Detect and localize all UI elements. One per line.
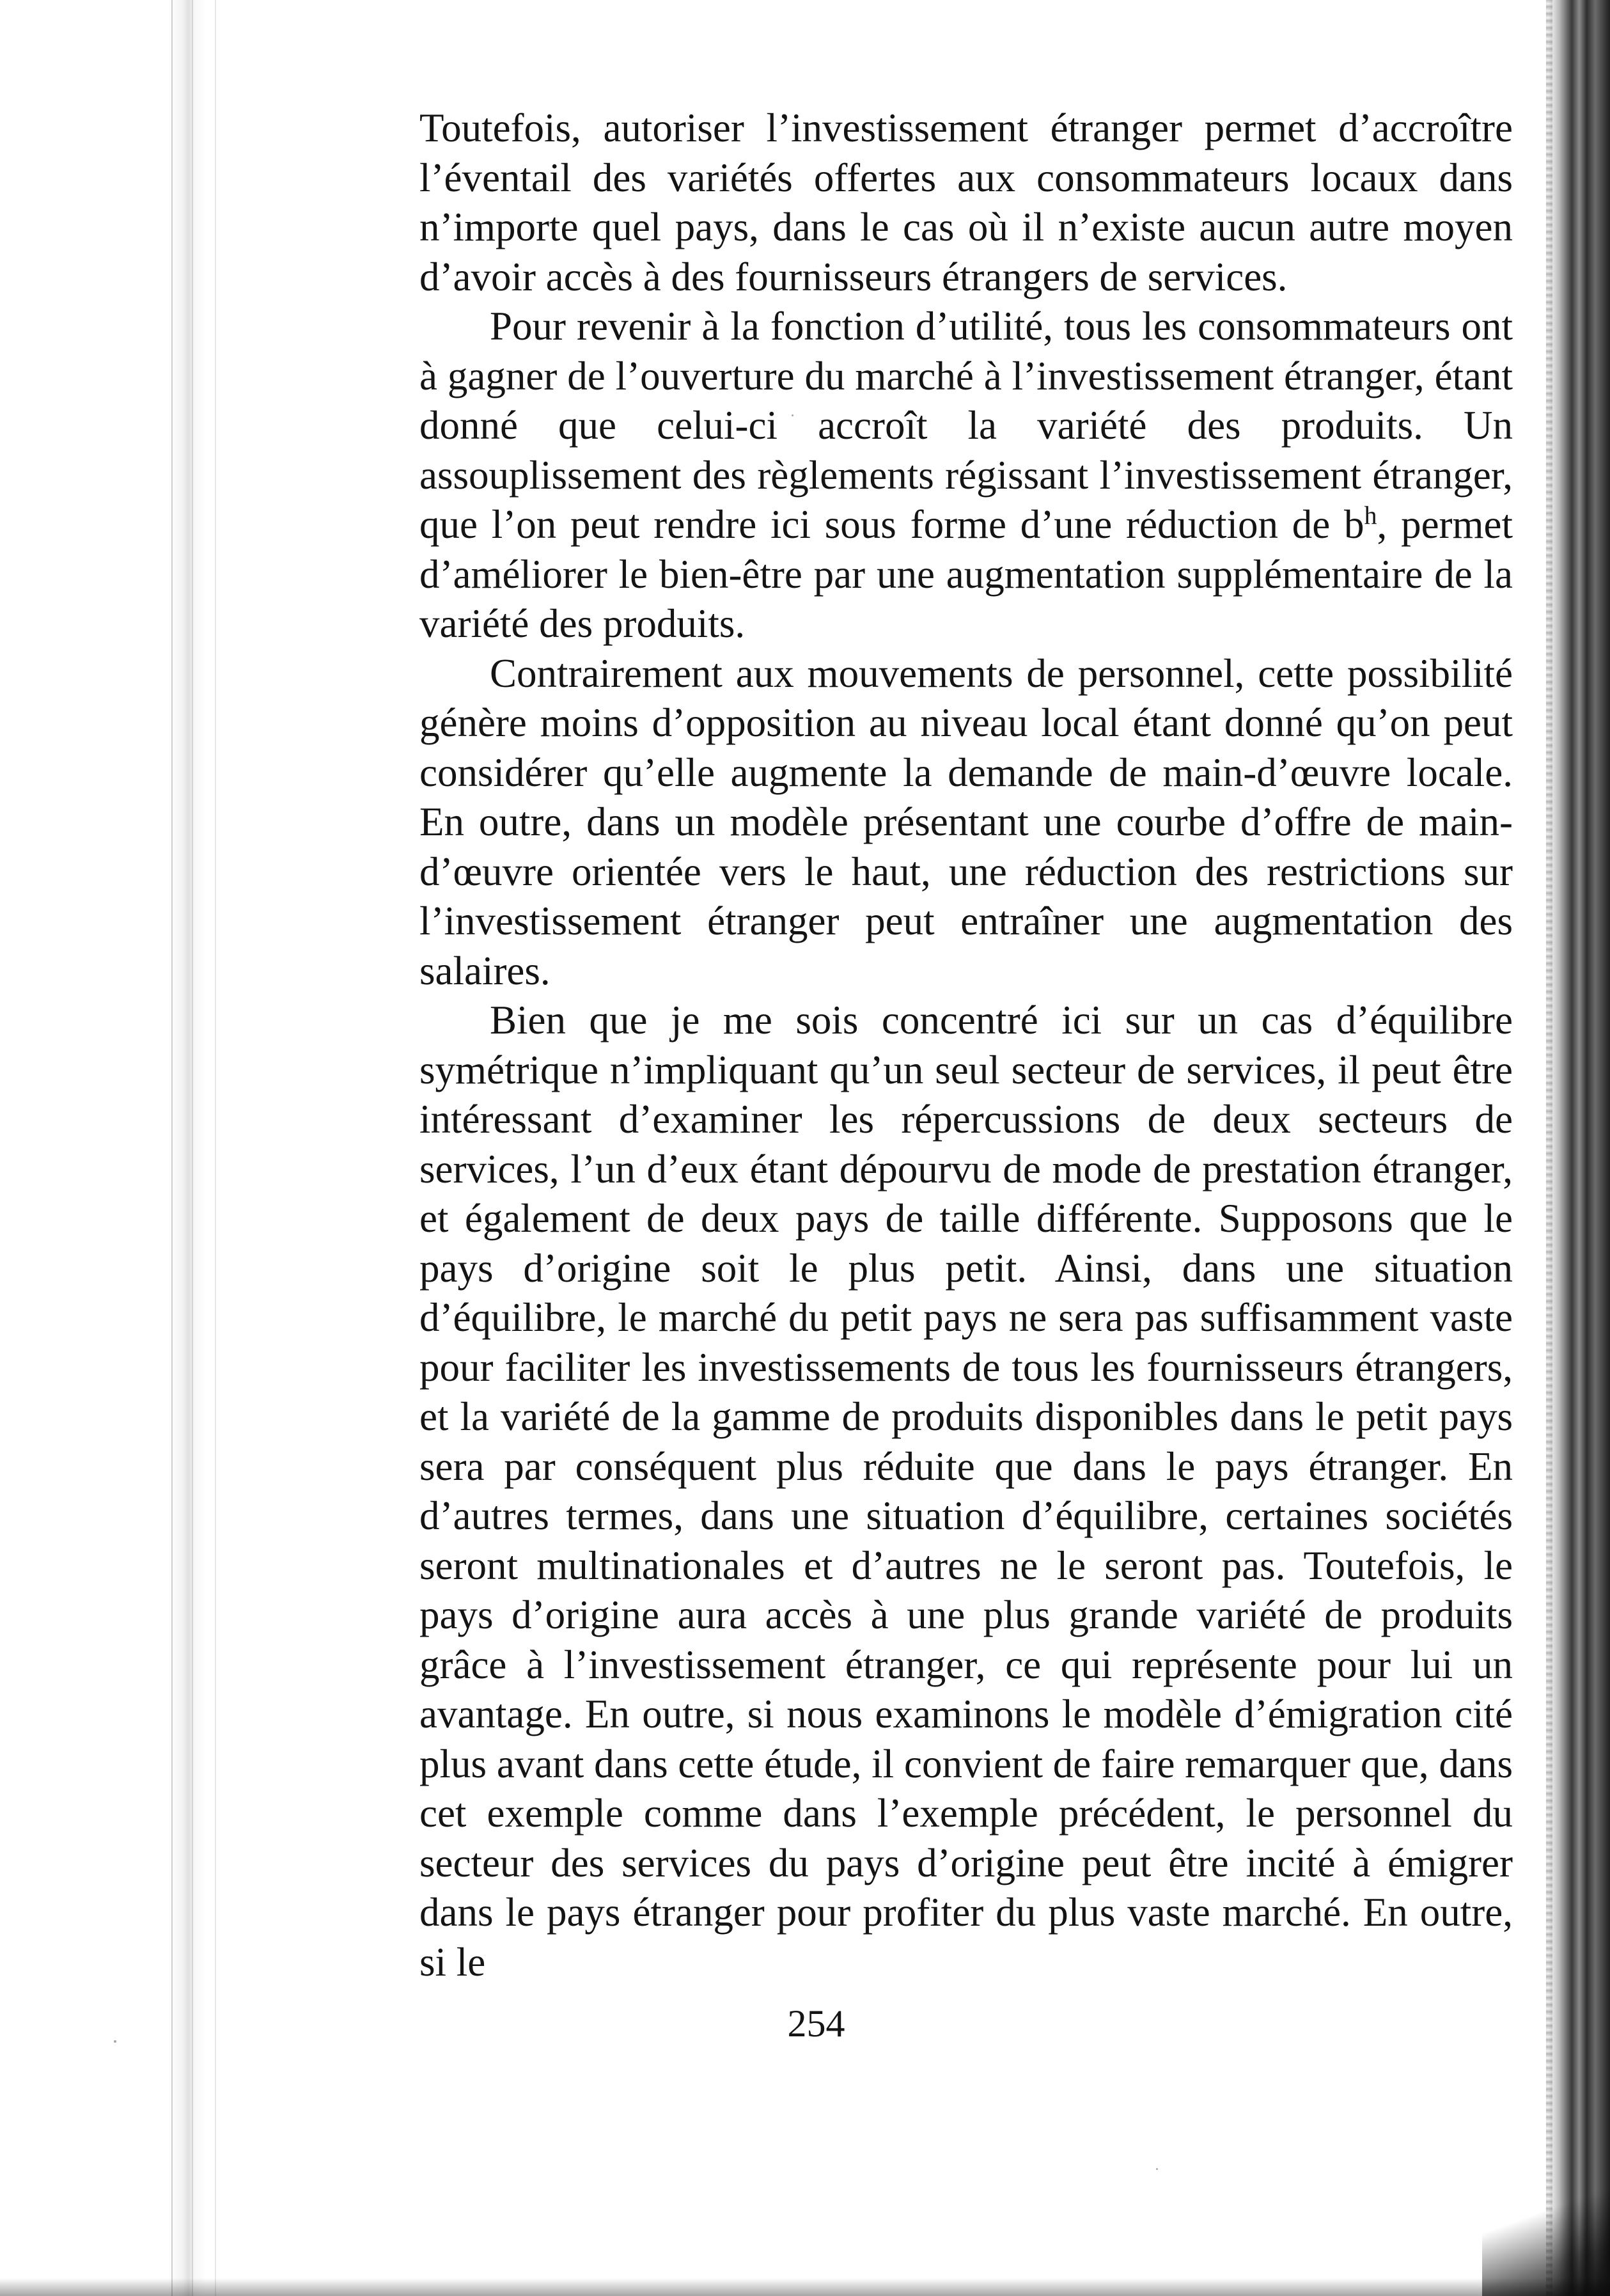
paragraph — [419, 302, 1513, 649]
paragraph-text: Toutefois, autoriser l’investissement étranger permet d’accroître l’éventail des variétés offertes aux consommateurs locaux dans n’importe quel pays, dans le cas où il n’existe aucun autre moyen d’avoir accès à des fournisseurs étrangers de services. — [419, 106, 1513, 299]
paragraph — [419, 649, 1513, 996]
paragraph-text: Pour revenir à la fonction d’utilité, tous les consommateurs ont à gagner de l’ouverture du marché à l’investissement étranger, étant donné que celui-ci accroît la variété des produits. Un assouplissement des règlements régissant l’investissement étranger, que l’on peut rendre ici sous forme d’une réduction de b — [419, 304, 1513, 547]
binding-line — [215, 0, 216, 2296]
page-bottom-shadow — [0, 2278, 1610, 2296]
paragraph-text: Bien que je me sois concentré ici sur un cas d’équilibre symétrique n’impliquant qu’un seul secteur de services, il peut être intéressant d’examiner les répercussions de deux secteurs de services, l’un d’eux étant dépourvu de mode de prestation étranger, et également de deux pays de taille différente. Supposons que le pays d’origine soit le plus petit. Ainsi, dans une situation d’équilibre, le marché du petit pays ne sera pas suffisamment vaste pour faciliter les investissements de tous les fournisseurs étrangers, et la variété de la gamme de produits disponibles dans le petit pays sera par conséquent plus réduite que dans le pays étranger. En d’autres termes, dans une situation d’équilibre, certaines sociétés seront multinationales et d’autres ne le seront pas. Toutefois, le pays d’origine aura accès à une plus grande variété de produits grâce à l’investissement étranger, ce qui représente pour lui un avantage. En outre, si nous examinons le modèle d’émigration cité plus avant dans cette étude, il convient de faire remarquer que, dans cet exemple comme dans l’exemple précédent, le personnel du secteur des services du pays d’origine peut être incité à émigrer dans le pays étranger pour profiter du plus vaste marché. En outre, si le — [419, 998, 1513, 1985]
scan-speck — [1156, 2168, 1158, 2170]
paragraph — [419, 104, 1513, 302]
binding-line — [192, 0, 193, 2296]
binding-line — [171, 0, 173, 2296]
body-text — [419, 104, 1513, 1987]
superscript: h — [1364, 501, 1377, 530]
page-number: 254 — [787, 2002, 845, 2045]
binding-shadow — [168, 0, 206, 2296]
paragraph — [419, 996, 1513, 1987]
paragraph-text: , permet d’améliorer le bien-être par une augmentation supplémentaire de la variété des produits. — [419, 502, 1513, 646]
page-edge-shadow — [1549, 0, 1610, 2296]
paragraph-text: Contrairement aux mouvements de personnel, cette possibilité génère moins d’opposition au niveau local étant donné qu’on peut considérer qu’elle augmente la demande de main-d’œuvre locale. En outre, dans un modèle présentant une courbe d’offre de main-d’œuvre orientée vers le haut, une réduction des restrictions sur l’investissement étranger peut entraîner une augmentation des salaires. — [419, 650, 1513, 993]
